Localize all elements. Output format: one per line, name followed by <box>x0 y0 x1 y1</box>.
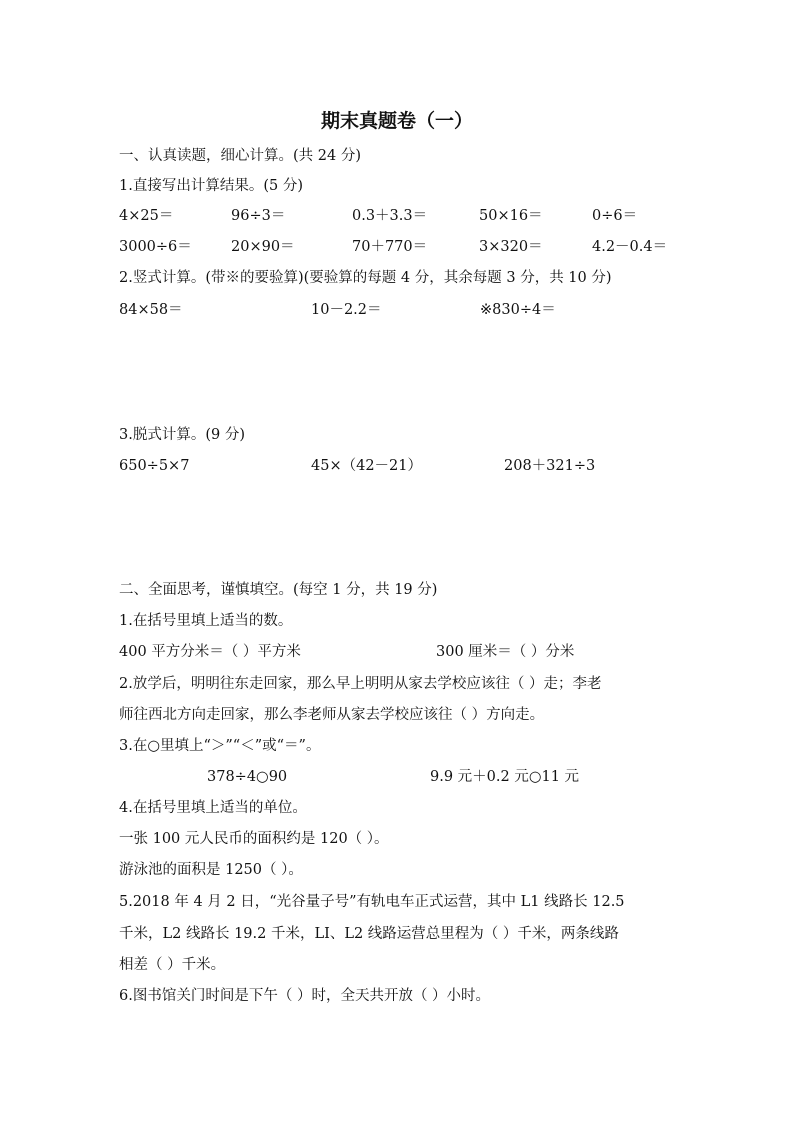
page-title: 期末真题卷（一） <box>320 110 473 132</box>
question-2-3-label: 3.在○里填上“＞”“＜”或“＝”。 <box>119 738 321 754</box>
vertical-calc-item: 84×58＝ <box>119 302 183 318</box>
calc-item: 0÷6＝ <box>592 208 638 224</box>
fill-in-item: 400 平方分米＝（ ）平方米 <box>119 644 301 660</box>
question-2-2-line: 师往西北方向走回家，那么李老师从家去学校应该往（ ）方向走。 <box>119 707 545 723</box>
calc-item: 20×90＝ <box>231 239 295 255</box>
calc-item: 3000÷6＝ <box>119 239 192 255</box>
question-1-1-label: 1.直接写出计算结果。(5 分) <box>119 178 303 194</box>
vertical-calc-item: ※830÷4＝ <box>480 302 556 318</box>
calc-item: 3×320＝ <box>479 239 543 255</box>
calc-item: 70＋770＝ <box>352 239 428 255</box>
compare-item: 378÷4○90 <box>207 769 288 785</box>
calc-item: 4×25＝ <box>119 208 174 224</box>
step-calc-item: 45×（42－21） <box>311 458 423 474</box>
calc-item: 50×16＝ <box>479 208 543 224</box>
question-2-6-line: 6.图书馆关门时间是下午（ ）时，全天共开放（ ）小时。 <box>119 988 491 1004</box>
calc-item: 96÷3＝ <box>231 208 286 224</box>
vertical-calc-item: 10－2.2＝ <box>311 302 382 318</box>
section-1-heading: 一、认真读题，细心计算。(共 24 分) <box>119 148 361 164</box>
question-2-4-line: 一张 100 元人民币的面积约是 120（ ）。 <box>119 831 389 847</box>
question-2-4-label: 4.在括号里填上适当的单位。 <box>119 800 307 816</box>
calc-item: 0.3＋3.3＝ <box>352 208 428 224</box>
question-1-2-label: 2.竖式计算。(带※的要验算)(要验算的每题 4 分，其余每题 3 分，共 10 分) <box>119 270 612 286</box>
step-calc-item: 208＋321÷3 <box>504 458 596 474</box>
question-2-4-line: 游泳池的面积是 1250（ ）。 <box>119 862 303 878</box>
question-2-5-line: 千米，L2 线路长 19.2 千米，LI、L2 线路运营总里程为（ ）千米，两条线路 <box>119 926 619 942</box>
calc-item: 4.2－0.4＝ <box>592 239 668 255</box>
section-2-heading: 二、全面思考，谨慎填空。(每空 1 分，共 19 分) <box>119 582 438 598</box>
question-2-2-line: 2.放学后，明明往东走回家，那么早上明明从家去学校应该往（ ）走；李老 <box>119 676 602 692</box>
compare-item: 9.9 元＋0.2 元○11 元 <box>430 769 580 785</box>
question-2-5-line: 5.2018 年 4 月 2 日，“光谷量子号”有轨电车正式运营，其中 L1 线路长 12.5 <box>119 894 625 910</box>
step-calc-item: 650÷5×7 <box>119 458 190 474</box>
question-1-3-label: 3.脱式计算。(9 分) <box>119 427 245 443</box>
fill-in-item: 300 厘米＝（ ）分米 <box>436 644 575 660</box>
question-2-1-label: 1.在括号里填上适当的数。 <box>119 613 293 629</box>
question-2-5-line: 相差（ ）千米。 <box>119 957 226 973</box>
